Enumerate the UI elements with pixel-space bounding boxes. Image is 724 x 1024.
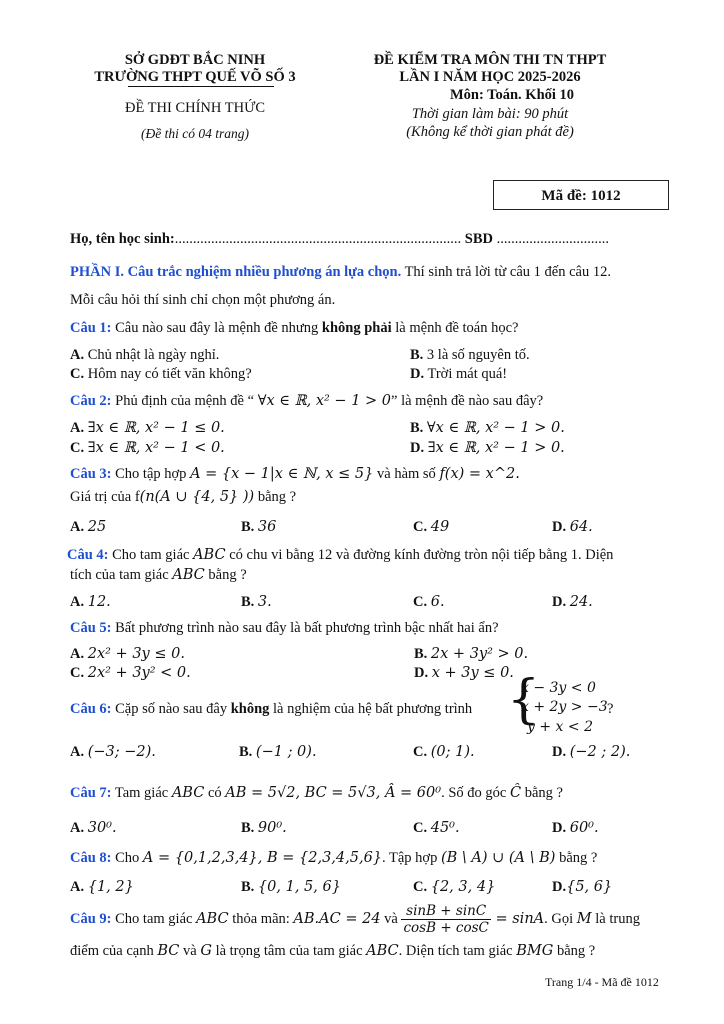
q3-line2-math: (n(A ∪ {4, 5} )): [139, 489, 255, 505]
q6-option-a: A. (−3; −2).: [70, 744, 156, 760]
q3-math-2: f(x) = x^2.: [439, 466, 520, 482]
question-6: [70, 701, 472, 718]
q5-label: Câu 5:: [70, 620, 112, 636]
q9-text-b: thỏa mãn:: [228, 910, 294, 927]
q9-line2-d: . Diện tích tam giác: [398, 943, 517, 959]
q9-frac-num: sinB + sinC: [401, 903, 490, 920]
exam-code: Mã đề: 1012: [541, 188, 621, 204]
q3-text-a: Cho tập hợp: [111, 466, 191, 482]
q8-math-2: (B \ A) ∪ (A \ B): [440, 850, 556, 866]
q6-option-c: C. (0; 1).: [413, 744, 475, 760]
q6-text-bold: không: [230, 701, 270, 717]
q6-option-d: D. (−2 ; 2).: [552, 744, 631, 760]
q7-math-3: Ĉ: [509, 785, 522, 801]
q9-line-2: [70, 943, 595, 960]
q9-line2-c: là trọng tâm của tam giác: [211, 943, 367, 959]
q2-a-text: ∃x ∈ ℝ, x² − 1 ≤ 0.: [87, 420, 225, 436]
question-1: [70, 320, 518, 337]
q1-option-b: B. 3 là số nguyên tố.: [410, 347, 530, 363]
q4-c-text: 6.: [430, 594, 445, 610]
q6-sys-line-1: x − 3y < 0: [521, 680, 596, 696]
q7-label: Câu 7:: [70, 785, 112, 801]
q9-line2-e: bằng ?: [553, 943, 596, 959]
q1-c-text: Hôm nay có tiết văn không?: [87, 366, 252, 382]
q4-option-b: B. 3.: [241, 594, 272, 610]
part1-instruction-2: Mỗi câu hỏi thí sinh chỉ chọn một phương án.: [70, 292, 336, 308]
q4-option-d: D. 24.: [552, 594, 593, 610]
q5-c-text: 2x² + 3y² < 0.: [87, 665, 191, 681]
q5-option-b: B. 2x + 3y² > 0.: [414, 646, 529, 662]
q7-text-a: Tam giác: [111, 785, 172, 801]
q4-b-text: 3.: [257, 594, 272, 610]
school-name: [60, 69, 330, 86]
q6-sys-line-2: x + 2y > −3: [521, 699, 608, 715]
q3-option-c: C. 49: [413, 519, 450, 535]
department-name: SỞ GDĐT BẮC NINH: [124, 52, 266, 68]
q6-b-text: (−1 ; 0).: [255, 744, 317, 760]
q1-text-b: là mệnh đề toán học?: [391, 320, 519, 336]
q7-option-b: B. 90⁰.: [241, 820, 287, 836]
exam-round: LẦN I NĂM HỌC 2025-2026: [399, 69, 581, 85]
q8-text-c: bằng ?: [555, 850, 598, 866]
q3-a-text: 25: [87, 519, 107, 535]
q7-a-text: 30⁰.: [87, 820, 117, 836]
q5-text: Bất phương trình nào sau đây là bất phương trình bậc nhất hai ẩn?: [111, 620, 499, 636]
q7-text-c: . Số đo góc: [441, 785, 510, 801]
q6-a-text: (−3; −2).: [87, 744, 156, 760]
question-5: [70, 620, 499, 637]
q4-line2-a: tích của tam giác: [70, 567, 173, 583]
q7-option-c: C. 45⁰.: [413, 820, 460, 836]
official-label: ĐỀ THI CHÍNH THỨC: [124, 100, 265, 116]
q5-option-a: A. 2x² + 3y ≤ 0.: [70, 646, 185, 662]
q7-option-d: D. 60⁰.: [552, 820, 599, 836]
q2-option-a: A. ∃x ∈ ℝ, x² − 1 ≤ 0.: [70, 420, 225, 436]
q1-text-bold: không phải: [321, 320, 392, 336]
part1-instruction: Thí sinh trả lời từ câu 1 đến câu 12.: [401, 264, 611, 280]
part1-heading: [70, 264, 611, 281]
q3-line2-a: Giá trị của f: [70, 489, 140, 505]
q1-label: Câu 1:: [70, 320, 112, 336]
q6-option-b: B. (−1 ; 0).: [239, 744, 317, 760]
q9-fraction: [401, 903, 490, 936]
student-info: [70, 231, 609, 248]
q1-option-c: C. Hôm nay có tiết văn không?: [70, 366, 252, 382]
name-dots: ...............................................................................: [174, 231, 462, 247]
q5-option-c: C. 2x² + 3y² < 0.: [70, 665, 191, 681]
q3-d-text: 64.: [569, 519, 593, 535]
q7-b-text: 90⁰.: [257, 820, 287, 836]
sbd-dots: ...............................: [496, 231, 609, 247]
exam-title: ĐỀ KIỂM TRA MÔN THI TN THPT: [373, 52, 607, 68]
subject: Môn: Toán. Khối 10: [449, 87, 575, 103]
q4-d-text: 24.: [569, 594, 593, 610]
q6-text-a: Cặp số nào sau đây: [111, 701, 231, 717]
q7-text-b: có: [204, 785, 226, 801]
page-footer: Trang 1/4 - Mã đề 1012: [545, 975, 659, 989]
sbd-label: SBD: [464, 231, 493, 247]
q6-c-text: (0; 1).: [430, 744, 475, 760]
question-4: [67, 547, 613, 564]
question-3: [70, 466, 520, 483]
q7-math-1: ABC: [171, 785, 205, 801]
q3-label: Câu 3:: [70, 466, 112, 482]
q8-c-text: {2, 3, 4}: [430, 879, 496, 895]
question-8: [70, 850, 597, 867]
q3-option-b: B. 36: [241, 519, 277, 535]
question-2: [70, 393, 543, 410]
q5-a-text: 2x² + 3y ≤ 0.: [87, 646, 185, 662]
q3-c-text: 49: [430, 519, 450, 535]
q5-option-d: D. x + 3y ≤ 0.: [414, 665, 514, 681]
duration: Thời gian làm bài: 90 phút: [411, 106, 569, 122]
q4-option-c: C. 6.: [413, 594, 445, 610]
q1-d-text: Trời mát quá!: [427, 366, 508, 382]
q3-math-1: A = {x − 1|x ∈ ℕ, x ≤ 5}: [190, 466, 374, 482]
q8-b-text: {0, 1, 5, 6}: [257, 879, 341, 895]
question-7: [70, 785, 563, 802]
q9-line2-m2: G: [200, 943, 212, 959]
q9-text-e: là trung: [591, 910, 640, 927]
q7-text-d: bằng ?: [521, 785, 563, 801]
q9-line2-m4: BMG: [516, 943, 554, 959]
q4-math: ABC: [193, 547, 226, 563]
q7-math-2: AB = 5√2, BC = 5√3, Â = 60⁰: [225, 785, 442, 801]
q4-line2-b: bằng ?: [204, 567, 247, 583]
q3-line-2: [70, 489, 296, 506]
q1-option-a: A. Chủ nhật là ngày nghỉ.: [70, 347, 220, 363]
q3-text-b: và hàm số: [373, 466, 440, 482]
q9-math-3: = sinA: [490, 910, 545, 927]
q9-math-4: M: [576, 910, 592, 927]
q4-text-b: có chu vi bằng 12 và đường kính đường tròn nội tiếp bằng 1. Diện: [225, 547, 614, 563]
school-underline: [128, 86, 274, 87]
q5-b-text: 2x + 3y² > 0.: [430, 646, 529, 662]
q3-b-text: 36: [257, 519, 277, 535]
q8-label: Câu 8:: [70, 850, 112, 866]
q2-text-b: ” là mệnh đề nào sau đây?: [391, 393, 544, 409]
q2-c-text: ∃x ∈ ℝ, x² − 1 < 0.: [87, 440, 225, 456]
part1-title: PHẦN I. Câu trắc nghiệm nhiều phương án lựa chọn.: [70, 264, 402, 280]
q8-option-d: D.{5, 6}: [552, 879, 613, 895]
q6-sys-line-3: y + x < 2: [527, 719, 593, 735]
q2-option-d: D. ∃x ∈ ℝ, x² − 1 > 0.: [410, 440, 565, 456]
q4-option-a: A. 12.: [70, 594, 111, 610]
q9-frac-den: cosB + cosC: [403, 920, 489, 936]
q6-qmark: ?: [607, 701, 614, 717]
q9-math-2: AB.AC = 24: [293, 910, 381, 927]
q6-text-b: là nghiệm của hệ bất phương trình: [269, 701, 473, 717]
q6-brace: {: [507, 670, 541, 730]
q9-label: Câu 9:: [70, 910, 112, 927]
q3-line2-b: bằng ?: [254, 489, 297, 505]
q3-option-d: D. 64.: [552, 519, 593, 535]
q4-line-2: [70, 567, 247, 584]
q8-option-a: A. {1, 2}: [70, 879, 134, 895]
q8-option-b: B. {0, 1, 5, 6}: [241, 879, 341, 895]
q8-a-text: {1, 2}: [87, 879, 134, 895]
q2-b-text: ∀x ∈ ℝ, x² − 1 > 0.: [426, 420, 565, 436]
q2-math: ∀x ∈ ℝ, x² − 1 > 0: [257, 393, 392, 409]
q1-a-text: Chủ nhật là ngày nghỉ.: [87, 347, 220, 363]
q2-option-b: B. ∀x ∈ ℝ, x² − 1 > 0.: [410, 420, 565, 436]
exam-code-box: [493, 180, 669, 210]
q3-option-a: A. 25: [70, 519, 107, 535]
q1-text-a: Câu nào sau đây là mệnh đề nhưng: [111, 320, 322, 336]
duration-note: (Không kể thời gian phát đề): [406, 124, 574, 140]
q7-d-text: 60⁰.: [569, 820, 599, 836]
q8-option-c: C. {2, 3, 4}: [413, 879, 496, 895]
q4-text-a: Cho tam giác: [108, 547, 194, 563]
q4-label: Câu 4:: [67, 547, 109, 563]
name-label: Họ, tên học sinh:: [70, 231, 175, 247]
q9-math-1: ABC: [196, 910, 229, 927]
q8-math-1: A = {0,1,2,3,4}, B = {2,3,4,5,6}: [142, 850, 383, 866]
school-name-text: TRƯỜNG THPT QUẾ VÕ SỐ 3: [94, 69, 296, 85]
q7-option-a: A. 30⁰.: [70, 820, 117, 836]
q2-label: Câu 2:: [70, 393, 112, 409]
q4-line2-math: ABC: [172, 567, 205, 583]
q7-c-text: 45⁰.: [430, 820, 460, 836]
q6-label: Câu 6:: [70, 701, 112, 717]
q5-d-text: x + 3y ≤ 0.: [431, 665, 514, 681]
q2-d-text: ∃x ∈ ℝ, x² − 1 > 0.: [427, 440, 565, 456]
q4-a-text: 12.: [87, 594, 111, 610]
q8-text-b: . Tập hợp: [382, 850, 441, 866]
q1-b-text: 3 là số nguyên tố.: [426, 347, 530, 363]
q9-line2-a: điểm của cạnh: [70, 943, 158, 959]
q2-option-c: C. ∃x ∈ ℝ, x² − 1 < 0.: [70, 440, 225, 456]
q8-d-text: {5, 6}: [566, 879, 613, 895]
q8-text-a: Cho: [111, 850, 143, 866]
q6-d-text: (−2 ; 2).: [569, 744, 631, 760]
question-9: [70, 903, 640, 936]
q2-text-a: Phủ định của mệnh đề “: [111, 393, 258, 409]
q1-option-d: D. Trời mát quá!: [410, 366, 508, 382]
q9-text-d: . Gọi: [544, 910, 577, 927]
q9-line2-m3: ABC: [366, 943, 399, 959]
q9-text-c: và: [380, 910, 402, 927]
q9-text-a: Cho tam giác: [111, 910, 197, 927]
q9-line2-b: và: [179, 943, 201, 959]
pages-note: (Đề thi có 04 trang): [141, 126, 249, 141]
q9-line2-m1: BC: [157, 943, 180, 959]
